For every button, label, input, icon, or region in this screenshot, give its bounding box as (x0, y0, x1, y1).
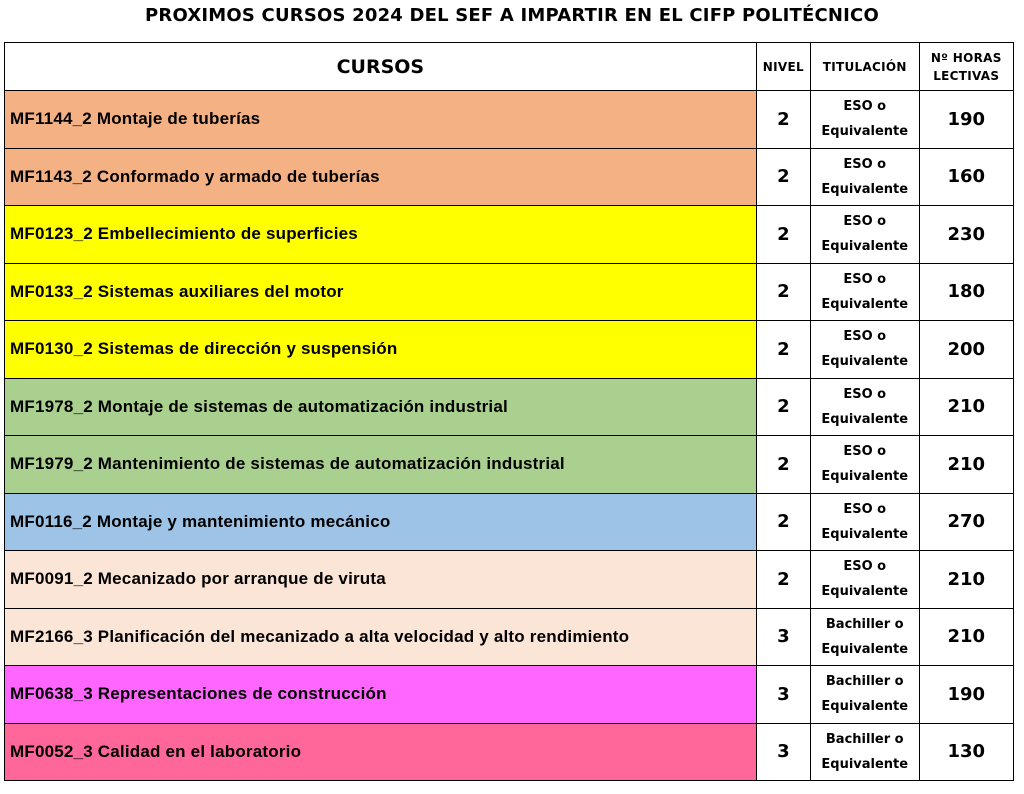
qualification-cell (810, 723, 919, 781)
level-cell: 2 (756, 378, 810, 436)
qualification-line1: Bachiller o (825, 616, 904, 632)
header-horas-line2: LECTIVAS (933, 68, 1000, 83)
course-name-cell: MF1144_2 Montaje de tuberías (5, 91, 757, 149)
qualification-line1: ESO o (843, 329, 887, 345)
qualification-cell (810, 436, 919, 494)
table-row (5, 263, 1014, 321)
table-row (5, 723, 1014, 781)
table-row (5, 436, 1014, 494)
level-cell: 2 (756, 436, 810, 494)
qualification-line1: Bachiller o (825, 674, 904, 690)
qualification-line2: Equivalente (821, 354, 909, 370)
table-row (5, 608, 1014, 666)
qualification-line1: ESO o (843, 501, 887, 517)
header-horas-line1: Nº HORAS (930, 50, 1002, 65)
table-row (5, 493, 1014, 551)
hours-cell: 230 (919, 206, 1013, 264)
qualification-cell (810, 263, 919, 321)
table-row (5, 91, 1014, 149)
qualification-line2: Equivalente (821, 699, 909, 715)
table-row (5, 321, 1014, 379)
table-row (5, 148, 1014, 206)
qualification-line1: ESO o (843, 271, 887, 287)
level-cell: 2 (756, 263, 810, 321)
qualification-line2: Equivalente (821, 526, 909, 542)
level-cell: 3 (756, 608, 810, 666)
hours-cell: 190 (919, 91, 1013, 149)
hours-cell: 200 (919, 321, 1013, 379)
level-cell: 2 (756, 551, 810, 609)
course-name-cell: MF2166_3 Planificación del mecanizado a alta velocidad y alto rendimiento (5, 608, 757, 666)
hours-cell: 160 (919, 148, 1013, 206)
qualification-cell (810, 608, 919, 666)
hours-cell: 210 (919, 551, 1013, 609)
level-cell: 3 (756, 723, 810, 781)
level-cell: 3 (756, 666, 810, 724)
hours-cell: 270 (919, 493, 1013, 551)
table-row (5, 378, 1014, 436)
course-name-cell: MF0133_2 Sistemas auxiliares del motor (5, 263, 757, 321)
header-horas (919, 43, 1013, 91)
qualification-line1: ESO o (843, 386, 887, 402)
qualification-cell (810, 321, 919, 379)
course-name-cell: MF0638_3 Representaciones de construcción (5, 666, 757, 724)
qualification-line2: Equivalente (821, 239, 909, 255)
course-name-cell: MF0130_2 Sistemas de dirección y suspensión (5, 321, 757, 379)
hours-cell: 210 (919, 608, 1013, 666)
qualification-cell (810, 493, 919, 551)
qualification-line2: Equivalente (821, 181, 909, 197)
table-header-row (5, 43, 1014, 91)
qualification-cell (810, 551, 919, 609)
qualification-line1: ESO o (843, 559, 887, 575)
level-cell: 2 (756, 493, 810, 551)
hours-cell: 130 (919, 723, 1013, 781)
course-name-cell: MF0052_3 Calidad en el laboratorio (5, 723, 757, 781)
qualification-line2: Equivalente (821, 411, 909, 427)
table-row (5, 206, 1014, 264)
qualification-cell (810, 206, 919, 264)
qualification-line1: ESO o (843, 214, 887, 230)
qualification-line1: ESO o (843, 99, 887, 115)
level-cell: 2 (756, 148, 810, 206)
qualification-cell (810, 378, 919, 436)
qualification-cell (810, 666, 919, 724)
hours-cell: 180 (919, 263, 1013, 321)
qualification-cell (810, 91, 919, 149)
qualification-line1: ESO o (843, 156, 887, 172)
header-titulacion: TITULACIÓN (810, 43, 919, 91)
level-cell: 2 (756, 321, 810, 379)
qualification-line1: ESO o (843, 444, 887, 460)
header-cursos: CURSOS (5, 43, 757, 91)
page-title: PROXIMOS CURSOS 2024 DEL SEF A IMPARTIR EN EL CIFP POLITÉCNICO (145, 5, 879, 26)
hours-cell: 190 (919, 666, 1013, 724)
table-row (5, 666, 1014, 724)
qualification-cell (810, 148, 919, 206)
level-cell: 2 (756, 91, 810, 149)
course-name-cell: MF1979_2 Mantenimiento de sistemas de automatización industrial (5, 436, 757, 494)
qualification-line2: Equivalente (821, 584, 909, 600)
course-name-cell: MF0116_2 Montaje y mantenimiento mecánico (5, 493, 757, 551)
level-cell: 2 (756, 206, 810, 264)
qualification-line2: Equivalente (821, 124, 909, 140)
hours-cell: 210 (919, 378, 1013, 436)
course-name-cell: MF1143_2 Conformado y armado de tuberías (5, 148, 757, 206)
course-name-cell: MF1978_2 Montaje de sistemas de automatización industrial (5, 378, 757, 436)
header-nivel: NIVEL (756, 43, 810, 91)
courses-table (4, 42, 1014, 781)
table-row (5, 551, 1014, 609)
qualification-line2: Equivalente (821, 469, 909, 485)
hours-cell: 210 (919, 436, 1013, 494)
qualification-line2: Equivalente (821, 756, 909, 772)
qualification-line1: Bachiller o (825, 731, 904, 747)
qualification-line2: Equivalente (821, 641, 909, 657)
qualification-line2: Equivalente (821, 296, 909, 312)
course-name-cell: MF0123_2 Embellecimiento de superficies (5, 206, 757, 264)
course-name-cell: MF0091_2 Mecanizado por arranque de viruta (5, 551, 757, 609)
